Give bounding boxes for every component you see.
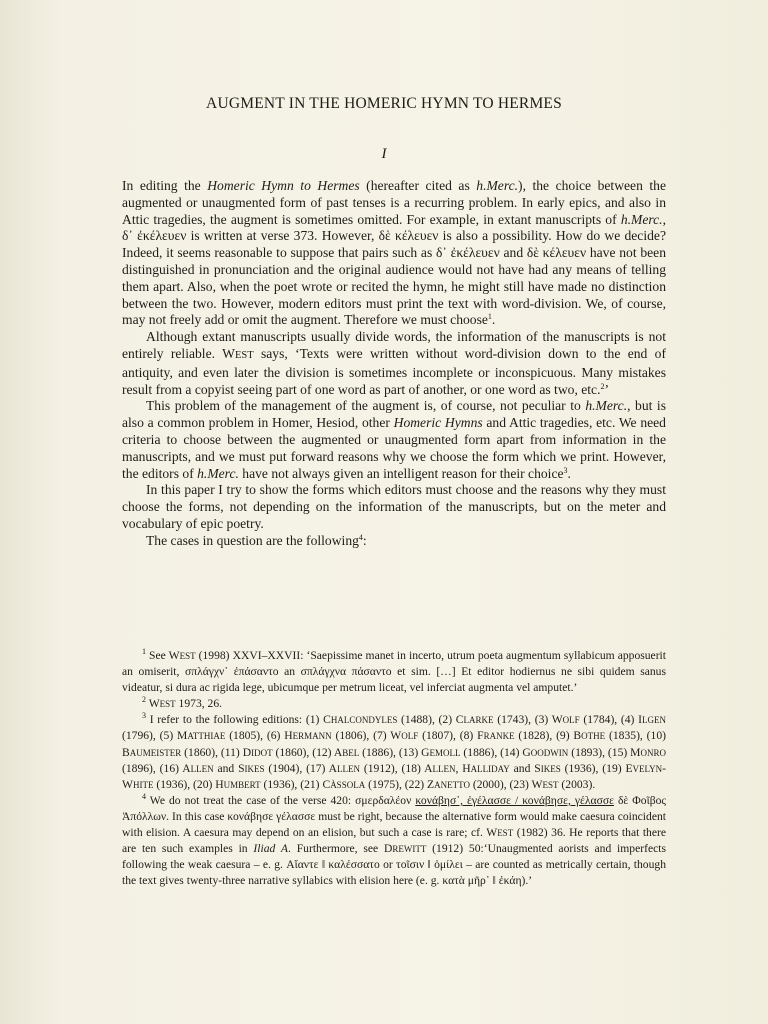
paragraph: In this paper I try to show the forms which editors must choose and the reasons why they must choose the forms, not depending on the information of the manuscripts, but on the meter and vocabulary of epic poetry. bbox=[122, 482, 666, 531]
footnotes bbox=[122, 648, 666, 889]
paragraph: Although extant manuscripts usually divide words, the information of the manuscripts is not entirely reliable. WEST says, ‘Texts were written without word-division down to the end of antiquity, and even later the division is sometimes incomplete or inconspicuous. Many mistakes result from a copyist seeing part of one word as part of another, or one word as two, etc.$^2$’ bbox=[122, 329, 666, 397]
paragraph: This problem of the management of the augment is, of course, not peculiar to h.Merc., but is also a common problem in Homer, Hesiod, other Homeric Hymns and Attic tragedies, etc. We need criteria to choose between the augmented or unaugmented form apart from information in the manuscripts, and we must put forward reasons why we choose the form which we print. However, the editors of h.Merc. have not always given an intelligent reason for their choice$^3$. bbox=[122, 398, 666, 481]
main-text bbox=[122, 178, 666, 550]
paragraph: The cases in question are the following$^4$: bbox=[146, 532, 367, 548]
footnote: $^3$ I refer to the following editions: (1) CHALCONDYLES (1488), (2) CLARKE (1743), (3) WOLF (1784), (4) ILGEN (1796), (5) MATTHIAE (1805), (6) HERMANN (1806), (7) WOLF (1807), (8) FRANKE (1828), (9) BOTHE (1835), (10) BAUMEISTER (1860), (11) DIDOT (1860), (12) ABEL (1886), (13) GEMOLL (1886), (14) GOODWIN (1893), (15) MONRO (1896), (16) ALLEN and SIKES (1904), (17) ALLEN (1912), (18) ALLEN, HALLIDAY and SIKES (1936), (19) EVELYN-WHITE (1936), (20) HUMBERT (1936), (21) CÀSSOLA (1975), (22) ZANETTO (2000), (23) WEST (2003). bbox=[122, 711, 667, 791]
footnote: $^1$ See WEST (1998) XXVI–XXVII: ‘Saepissime manet in incerto, utrum poeta augmentum syllabicum apposuerit an omiserit, σπλάγχν᾽ ἐπάσαντο an σπλάγχνα πάσαντο et sim. […] Et editor hodiernus ne sibi quidem sanus videatur, si dura ac rigida lege, ubicumque per metrum liceat, vel inferciat augmenta vel amputet.’ bbox=[122, 647, 667, 695]
footnote: $^2$ WEST 1973, 26. bbox=[142, 695, 223, 711]
section-number: I bbox=[381, 146, 387, 162]
page-title: AUGMENT IN THE HOMERIC HYMN TO HERMES bbox=[206, 95, 562, 112]
footnote: $^4$ We do not treat the case of the verse 420: σμερδαλέον κονάβησ᾽, ἐγέλασσε / κονάβησε, γέλασσε δὲ Φοῖβος Ἀπόλλων. In this case κονάβησε γέλασσε must be right, because the alternative form would make caesura coincident with elision. A caesura may depend on an elision, but such a case is rare; cf. WEST (1982) 36. He reports that there are ten such examples in Iliad A. Furthermore, see DREWITT (1912) 50:‘Unaugmented aorists and imperfects following the weak caesura – e. g. Αἴαντε ǁ καλέσσατο or τοῖσιν ǁ ὁμίλει – are counted as metrically certain, though the text gives twenty-three narrative syllabics with elision here (e. g. κατὰ μῆρ᾽ ǁ ἐκάη).’ bbox=[122, 791, 667, 888]
paragraph: In editing the Homeric Hymn to Hermes (hereafter cited as h.Merc.), the choice between the augmented or unaugmented form of past tenses is a recurring problem. In early epics, and also in Attic tragedies, the augment is sometimes omitted. For example, in extant manuscripts of h.Merc., δ᾽ ἐκέλευεν is written at verse 373. However, δὲ κέλευεν is also a possibility. How do we decide? Indeed, it seems reasonable to suppose that pairs such as δ᾽ ἐκέλευεν and δὲ κέλευεν have not been distinguished in pronunciation and the original audience would not have had any means of telling them apart. Also, when the poet wrote or recited the hymn, he might still have made no distinction between the two. However, modern editors must print the text with word-division. We, of course, may not freely add or omit the augment. Therefore we must choose$^1$. bbox=[122, 178, 666, 328]
